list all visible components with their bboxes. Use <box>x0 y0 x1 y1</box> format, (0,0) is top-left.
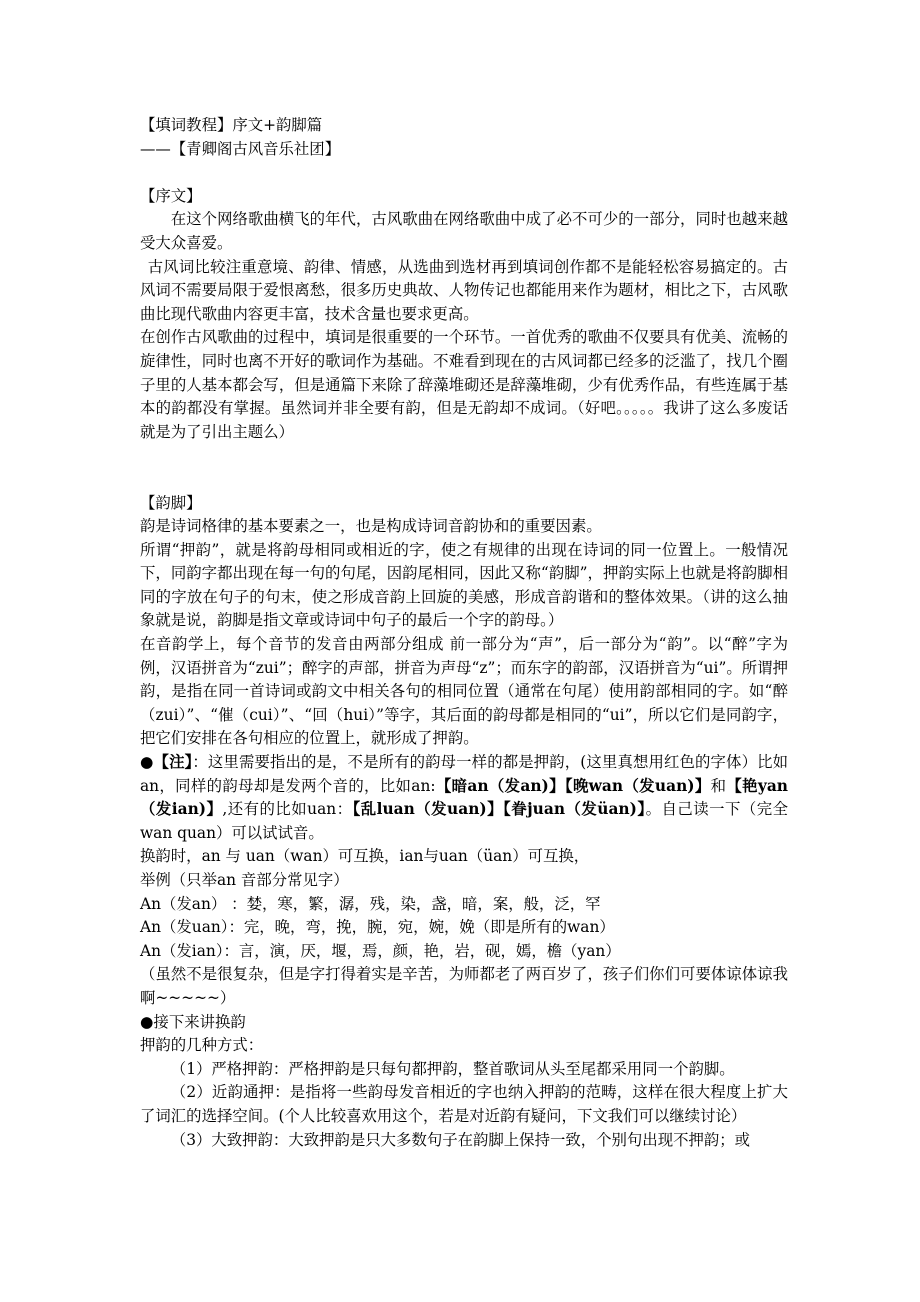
rhyme-line-5: An（发ian）：言，演，厌，堰，焉，颜，艳，岩，砚，嫣，檐（yan） <box>140 941 621 960</box>
rhyme-paragraph-3: 在音韵学上，每个音节的发音由两部分组成 前一部分为“声”，后一部分为“韵”。以“醉”字为例，汉语拼音为“zui”；醉字的声部，拼音为声母“z”；而东字的韵部，汉语拼音为“ui”。所谓押韵，是指在同一首诗词或韵文中相关各句的相同位置（通常在句尾）使用韵部相同的字。如“醉（zui）”、“催（cui）”、“回（hui）”等字，其后面的韵母都是相同的“ui”，所以它们是同韵字，把它们安排在各句相应的位置上，就形成了押韵。 <box>140 635 788 748</box>
rhyme-line-6: （虽然不是很复杂，但是字打得着实是辛苦，为师都老了两百岁了，孩子们你们可要体谅体谅我啊~~~~~） <box>140 965 788 1007</box>
document-subtitle: ——【青卿阁古风音乐社团】 <box>140 139 341 158</box>
note-example-2: 【艳yan（发ian)】 <box>140 776 788 819</box>
blank-line <box>140 468 788 492</box>
preface-paragraph-3: 在创作古风歌曲的过程中，填词是很重要的一个环节。一首优秀的歌曲不仅要具有优美、流畅的旋律性，同时也离不开好的歌词作为基础。不难看到现在的古风词都已经多的泛滥了，找几个圈子里的人基本都会写，但是通篇下来除了辞藻堆砌还是辞藻堆砌，少有优秀作品，有些连属于基本的韵都没有掌握。虽然词并非全要有韵，但是无韵却不成词。（好吧。。。。。我讲了这么多废话就是为了引出主题么） <box>140 328 788 441</box>
change-item-3: （3）大致押韵：大致押韵是只大多数句子在韵脚上保持一致，个别句出现不押韵；或 <box>170 1130 751 1149</box>
rhyme-line-4: An（发uan）：完，晚，弯，挽，腕，宛，婉，娩（即是所有的wan） <box>140 918 615 937</box>
document-title: 【填词教程】序文+韵脚篇 <box>140 116 323 134</box>
note-text: ：这里需要指出的是，不是所有的韵母一样的都是押韵，(这里真想用红色的字体）比如an，同样的韵母却是发两个音的，比如an: <box>140 753 788 795</box>
note-example-3: 【乱luan（发uan)】【眷juan（发üan)】 <box>352 800 646 819</box>
rhyme-paragraph-2: 所谓“押韵”，就是将韵母相同或相近的字，使之有规律的出现在诗词的同一位置上。一般情况下，同韵字都出现在每一句的句尾，因韵尾相同，因此又称“韵脚”，押韵实际上也就是将韵脚相同的字放在句子的句末，使之形成音韵上回旋的美感，形成音韵谐和的整体效果。（讲的这么抽象就是说，韵脚是指文章或诗词中句子的最后一个字的韵母。） <box>140 540 788 630</box>
rhyme-note <box>140 751 788 845</box>
note-end: 。自己读一下（完全wan quan）可以试试音。 <box>140 800 788 842</box>
rhyme-heading: 【韵脚】 <box>140 493 202 512</box>
document-body <box>140 114 788 1152</box>
note-and: 和 <box>710 776 727 795</box>
note-mid: ,还有的比如uan： <box>222 800 353 819</box>
blank-line <box>140 161 788 185</box>
preface-heading: 【序文】 <box>140 186 202 205</box>
change-item-1: （1）严格押韵：严格押韵是只每句都押韵，整首歌词从头至尾都采用同一个韵脚。 <box>170 1059 735 1078</box>
blank-line <box>140 444 788 468</box>
preface-paragraph-2: 古风词比较注重意境、韵律、情感，从选曲到选材再到填词创作都不是能轻松容易搞定的。古风词不需要局限于爱恨离愁，很多历史典故、人物传记也都能用来作为题材，相比之下，古风歌曲比现代歌曲内容更丰富，技术含量也要求更高。 <box>140 257 788 323</box>
rhyme-paragraph-1: 韵是诗词格律的基本要素之一，也是构成诗词音韵协和的重要因素。 <box>140 517 602 536</box>
rhyme-line-1: 换韵时，an 与 uan（wan）可互换，ian与uan（üan）可互换， <box>140 847 590 866</box>
change-item-2: （2）近韵通押：是指将一些韵母发音相近的字也纳入押韵的范畴，这样在很大程度上扩大了词汇的选择空间。(个人比较喜欢用这个，若是对近韵有疑问，下文我们可以继续讨论） <box>140 1083 788 1125</box>
preface-paragraph-1: 在这个网络歌曲横飞的年代，古风歌曲在网络歌曲中成了必不可少的一部分，同时也越来越受大众喜爱。 <box>140 210 788 252</box>
note-marker: ●【注】 <box>140 753 193 772</box>
rhyme-line-2: 举例（只举an 音部分常见字） <box>140 871 349 889</box>
change-heading: ●接下来讲换韵 <box>140 1012 246 1031</box>
rhyme-line-3: An（发an） ：婪，寒，繁，潺，残，染，盏，暗，案，般，泛，罕 <box>140 894 601 913</box>
change-intro: 押韵的几种方式： <box>140 1036 264 1055</box>
note-example-1: 【暗an（发an)】【晚wan（发uan)】 <box>435 776 711 795</box>
